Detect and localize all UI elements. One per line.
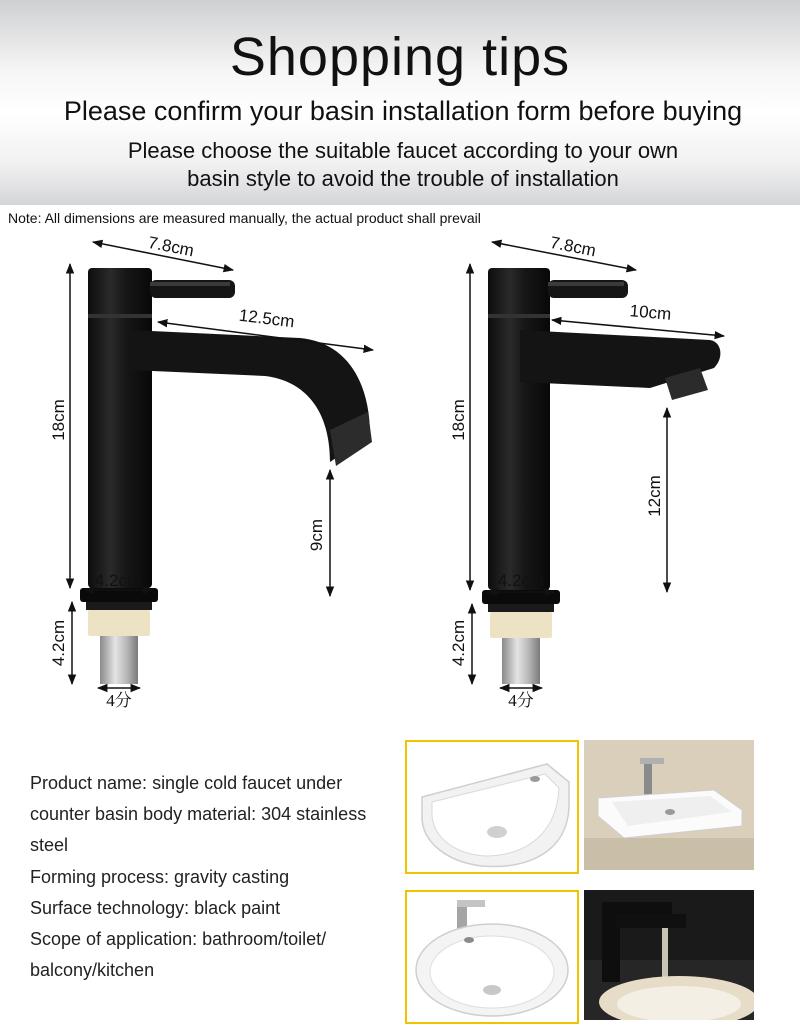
right-clearance-label: 12cm [645,475,664,517]
right-spout-length-label: 10cm [628,301,673,324]
spec-line: counter basin body material: 304 stainless [30,804,367,825]
left-thread-length-label: 4.2cm [49,619,68,667]
faucet-left-seam [88,314,152,318]
spec-line: Forming process: gravity casting [30,866,290,887]
spec-line: Product name: single cold faucet under [30,773,343,793]
faucet-right-nut [490,612,552,638]
faucet-left-thread [100,636,138,684]
faucet-right-handle-highlight [548,282,624,286]
left-base-diameter-label: 4.2cm [94,571,142,590]
right-thread-size-label: 4分 [508,691,534,710]
left-height-label: 18cm [49,399,68,441]
faucet-left [49,233,373,710]
faucet-right-seam [488,314,550,318]
spec-line: balcony/kitchen [30,960,155,981]
faucet-left-nut [88,610,150,636]
spec-line: Scope of application: bathroom/toilet/ [30,929,327,950]
left-thread-size-label: 4分 [106,691,132,710]
page-title: Shopping tips [229,27,571,87]
product-specs [30,768,405,986]
wall-basin-image [405,740,579,874]
measurement-note: Note: All dimensions are measured manually, the actual product shall prevail [8,210,481,226]
spec-line: Surface technology: black paint [30,897,281,918]
faucet-left-base-ring [86,602,152,610]
right-handle-width-label: 7.8cm [548,232,598,261]
right-base-diameter-label: 4.2cm [497,571,545,590]
faucet-right-base-ring [488,604,554,612]
spec-line: steel [30,835,69,856]
left-spout-length-label: 12.5cm [237,305,296,332]
faucet-left-handle-highlight [150,282,230,286]
left-handle-width-label: 7.8cm [146,232,196,261]
faucet-right-thread [502,638,540,684]
faucet-right [449,233,724,710]
round-basin-image [405,890,579,1024]
faucet-dimension-diagram [0,230,800,720]
advice-line-1: Please choose the suitable faucet according to your own [127,138,679,163]
right-thread-length-label: 4.2cm [449,619,468,667]
advice-line-2: basin style to avoid the trouble of installation [187,166,619,191]
vessel-basin-image [584,740,754,870]
faucet-in-use-image [584,890,754,1020]
left-clearance-label: 9cm [307,518,326,552]
page-subtitle: Please confirm your basin installation form before buying [63,96,743,126]
right-height-label: 18cm [449,399,468,441]
